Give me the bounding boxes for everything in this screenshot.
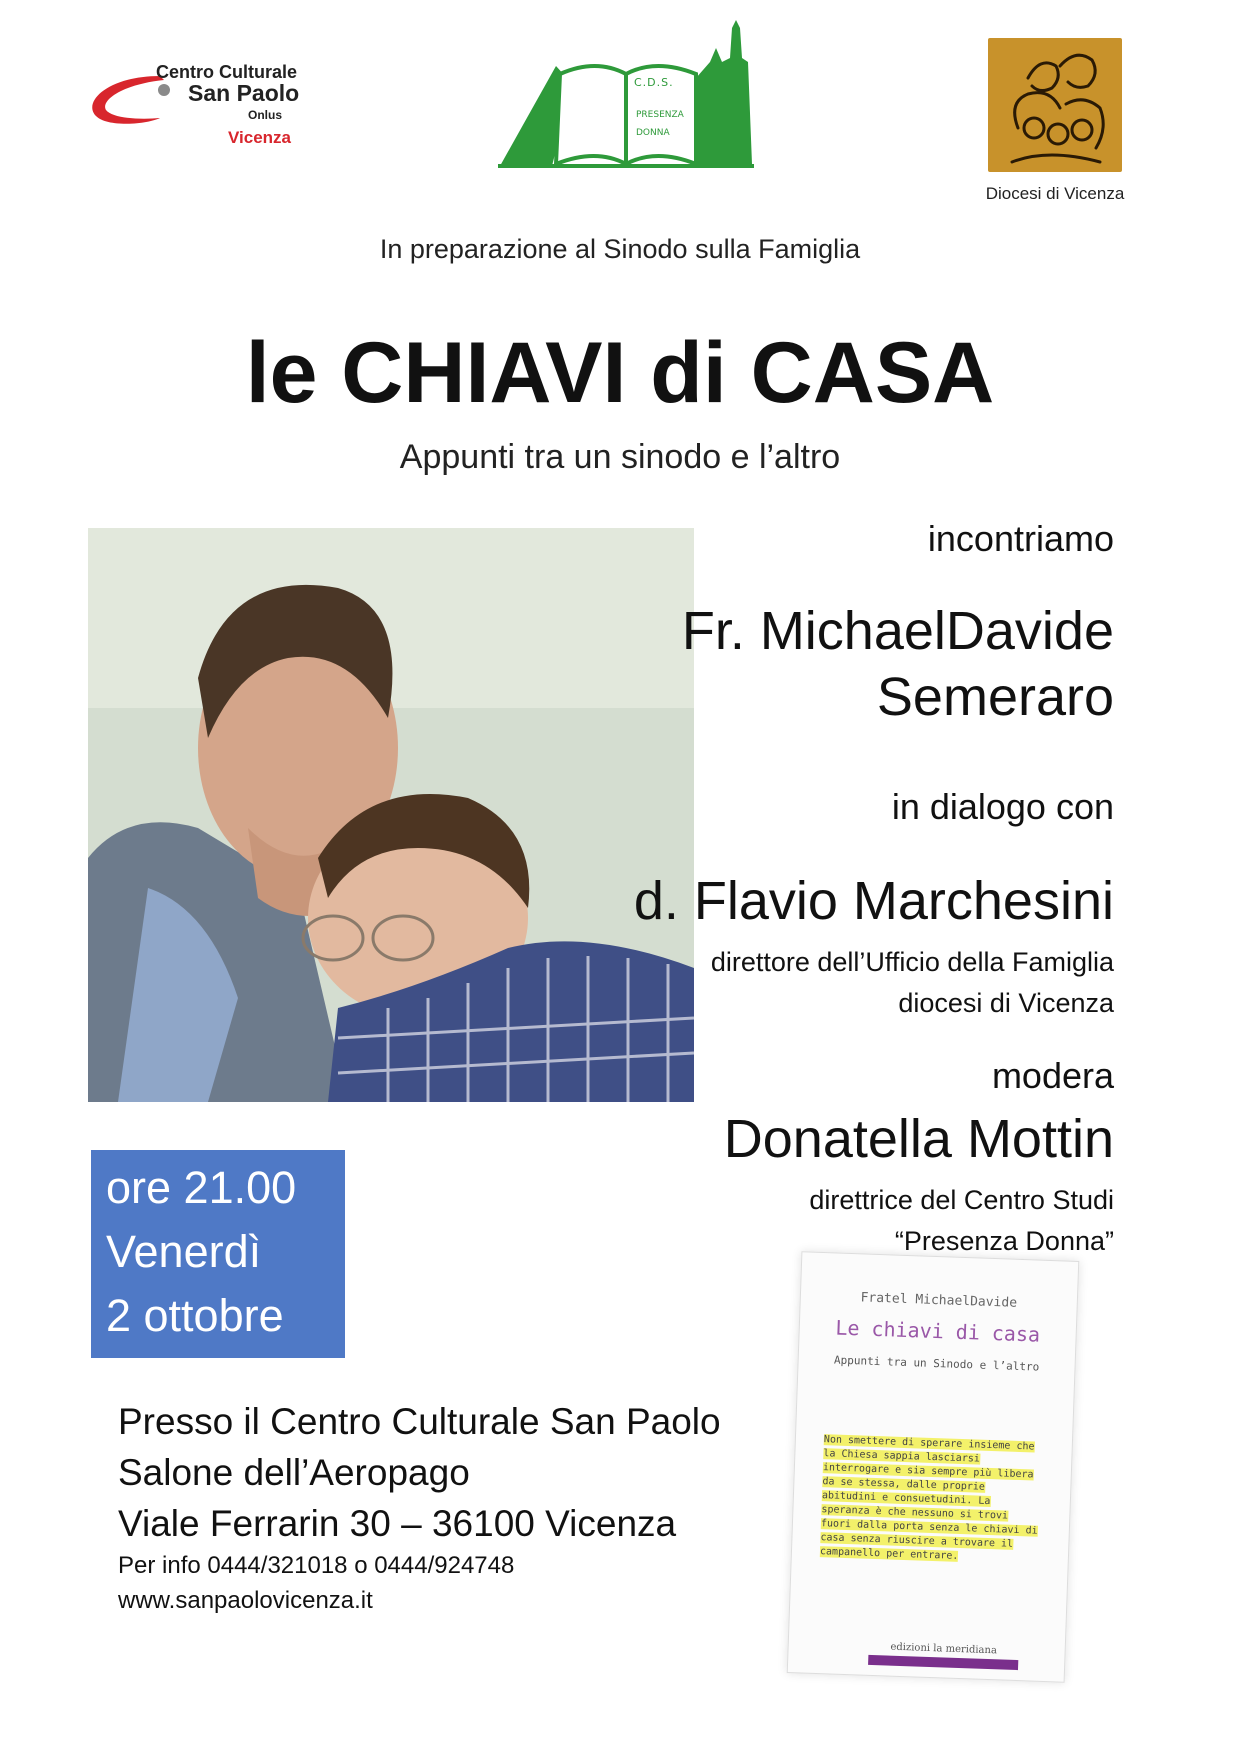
speaker-second-role (514, 942, 1114, 1024)
info-block (118, 1548, 514, 1618)
preparation-line: In preparazione al Sinodo sulla Famiglia (379, 234, 861, 264)
venue-block (118, 1396, 721, 1549)
book-author: Fratel MichaelDavide (860, 1290, 1018, 1311)
event-subtitle: Appunti tra un sinodo e l’altro (399, 438, 841, 476)
info-website: www.sanpaolovicenza.it (118, 1587, 373, 1614)
cds-line3: DONNA (636, 128, 670, 138)
speaker-second-role-line1: direttore dell’Ufficio della Famiglia (710, 947, 1114, 977)
book-title: Le chiavi di casa (835, 1315, 1041, 1347)
intro-label: incontriamo (927, 518, 1114, 559)
moderator-name: Donatella Mottin (723, 1109, 1114, 1169)
csp-line3: Onlus (248, 108, 283, 122)
csp-line2: San Paolo (188, 80, 300, 106)
event-title: le CHIAVI di CASA (245, 325, 995, 421)
publisher-bar (868, 1655, 1018, 1670)
event-date: 2 ottobre (106, 1290, 284, 1341)
dialogue-label: in dialogo con (891, 786, 1114, 827)
event-time: ore 21.00 (106, 1162, 297, 1213)
info-phone: Per info 0444/321018 o 0444/924748 (118, 1552, 515, 1579)
date-box (91, 1150, 345, 1358)
cds-line2: PRESENZA (636, 110, 684, 120)
event-day: Venerdì (106, 1226, 262, 1277)
book-quote-text: Non smettere di sperare insieme che la Chiesa sappia lasciarsi interrogare e sia sempre più libera da se stessa, dalle proprie abitudini e consuetudini. La speranza è che nessuno si trovi fuori dalla porta senza le chiavi di casa senza riuscire a trovare il campanello per entrare. (819, 1434, 1038, 1562)
speaker-second-role-line2: diocesi di Vicenza (898, 988, 1114, 1018)
centro-culturale-san-paolo-logo (88, 62, 338, 162)
csp-line1: Centro Culturale (156, 62, 298, 82)
moderates-label: modera (991, 1055, 1114, 1096)
moderator-role-line2: “Presenza Donna” (894, 1226, 1114, 1256)
speaker-main-line2: Semeraro (876, 667, 1114, 727)
moderator-role-line1: direttrice del Centro Studi (809, 1185, 1114, 1215)
book-subtitle: Appunti tra un Sinodo e l’altro (833, 1353, 1040, 1374)
book-quote (820, 1433, 1046, 1567)
book-publisher: edizioni la meridiana (890, 1641, 998, 1657)
venue-line1: Presso il Centro Culturale San Paolo (118, 1401, 721, 1442)
cds-presenza-donna-logo (496, 18, 756, 170)
csp-city: Vicenza (228, 128, 292, 147)
speaker-second: d. Flavio Marchesini (633, 871, 1114, 931)
venue-line2: Salone dell’Aeropago (118, 1452, 470, 1493)
speaker-main (514, 598, 1114, 730)
diocesi-caption: Diocesi di Vicenza (985, 184, 1125, 203)
speaker-main-line1: Fr. MichaelDavide (681, 601, 1114, 661)
book-cover (787, 1251, 1080, 1682)
holy-family-icon (988, 38, 1122, 172)
open-book-icon (496, 18, 756, 170)
cds-line1: C.D.S. (634, 76, 674, 89)
moderator-role (514, 1180, 1114, 1262)
venue-line3: Viale Ferrarin 30 – 36100 Vicenza (118, 1503, 677, 1544)
diocesi-vicenza-logo (988, 38, 1122, 172)
